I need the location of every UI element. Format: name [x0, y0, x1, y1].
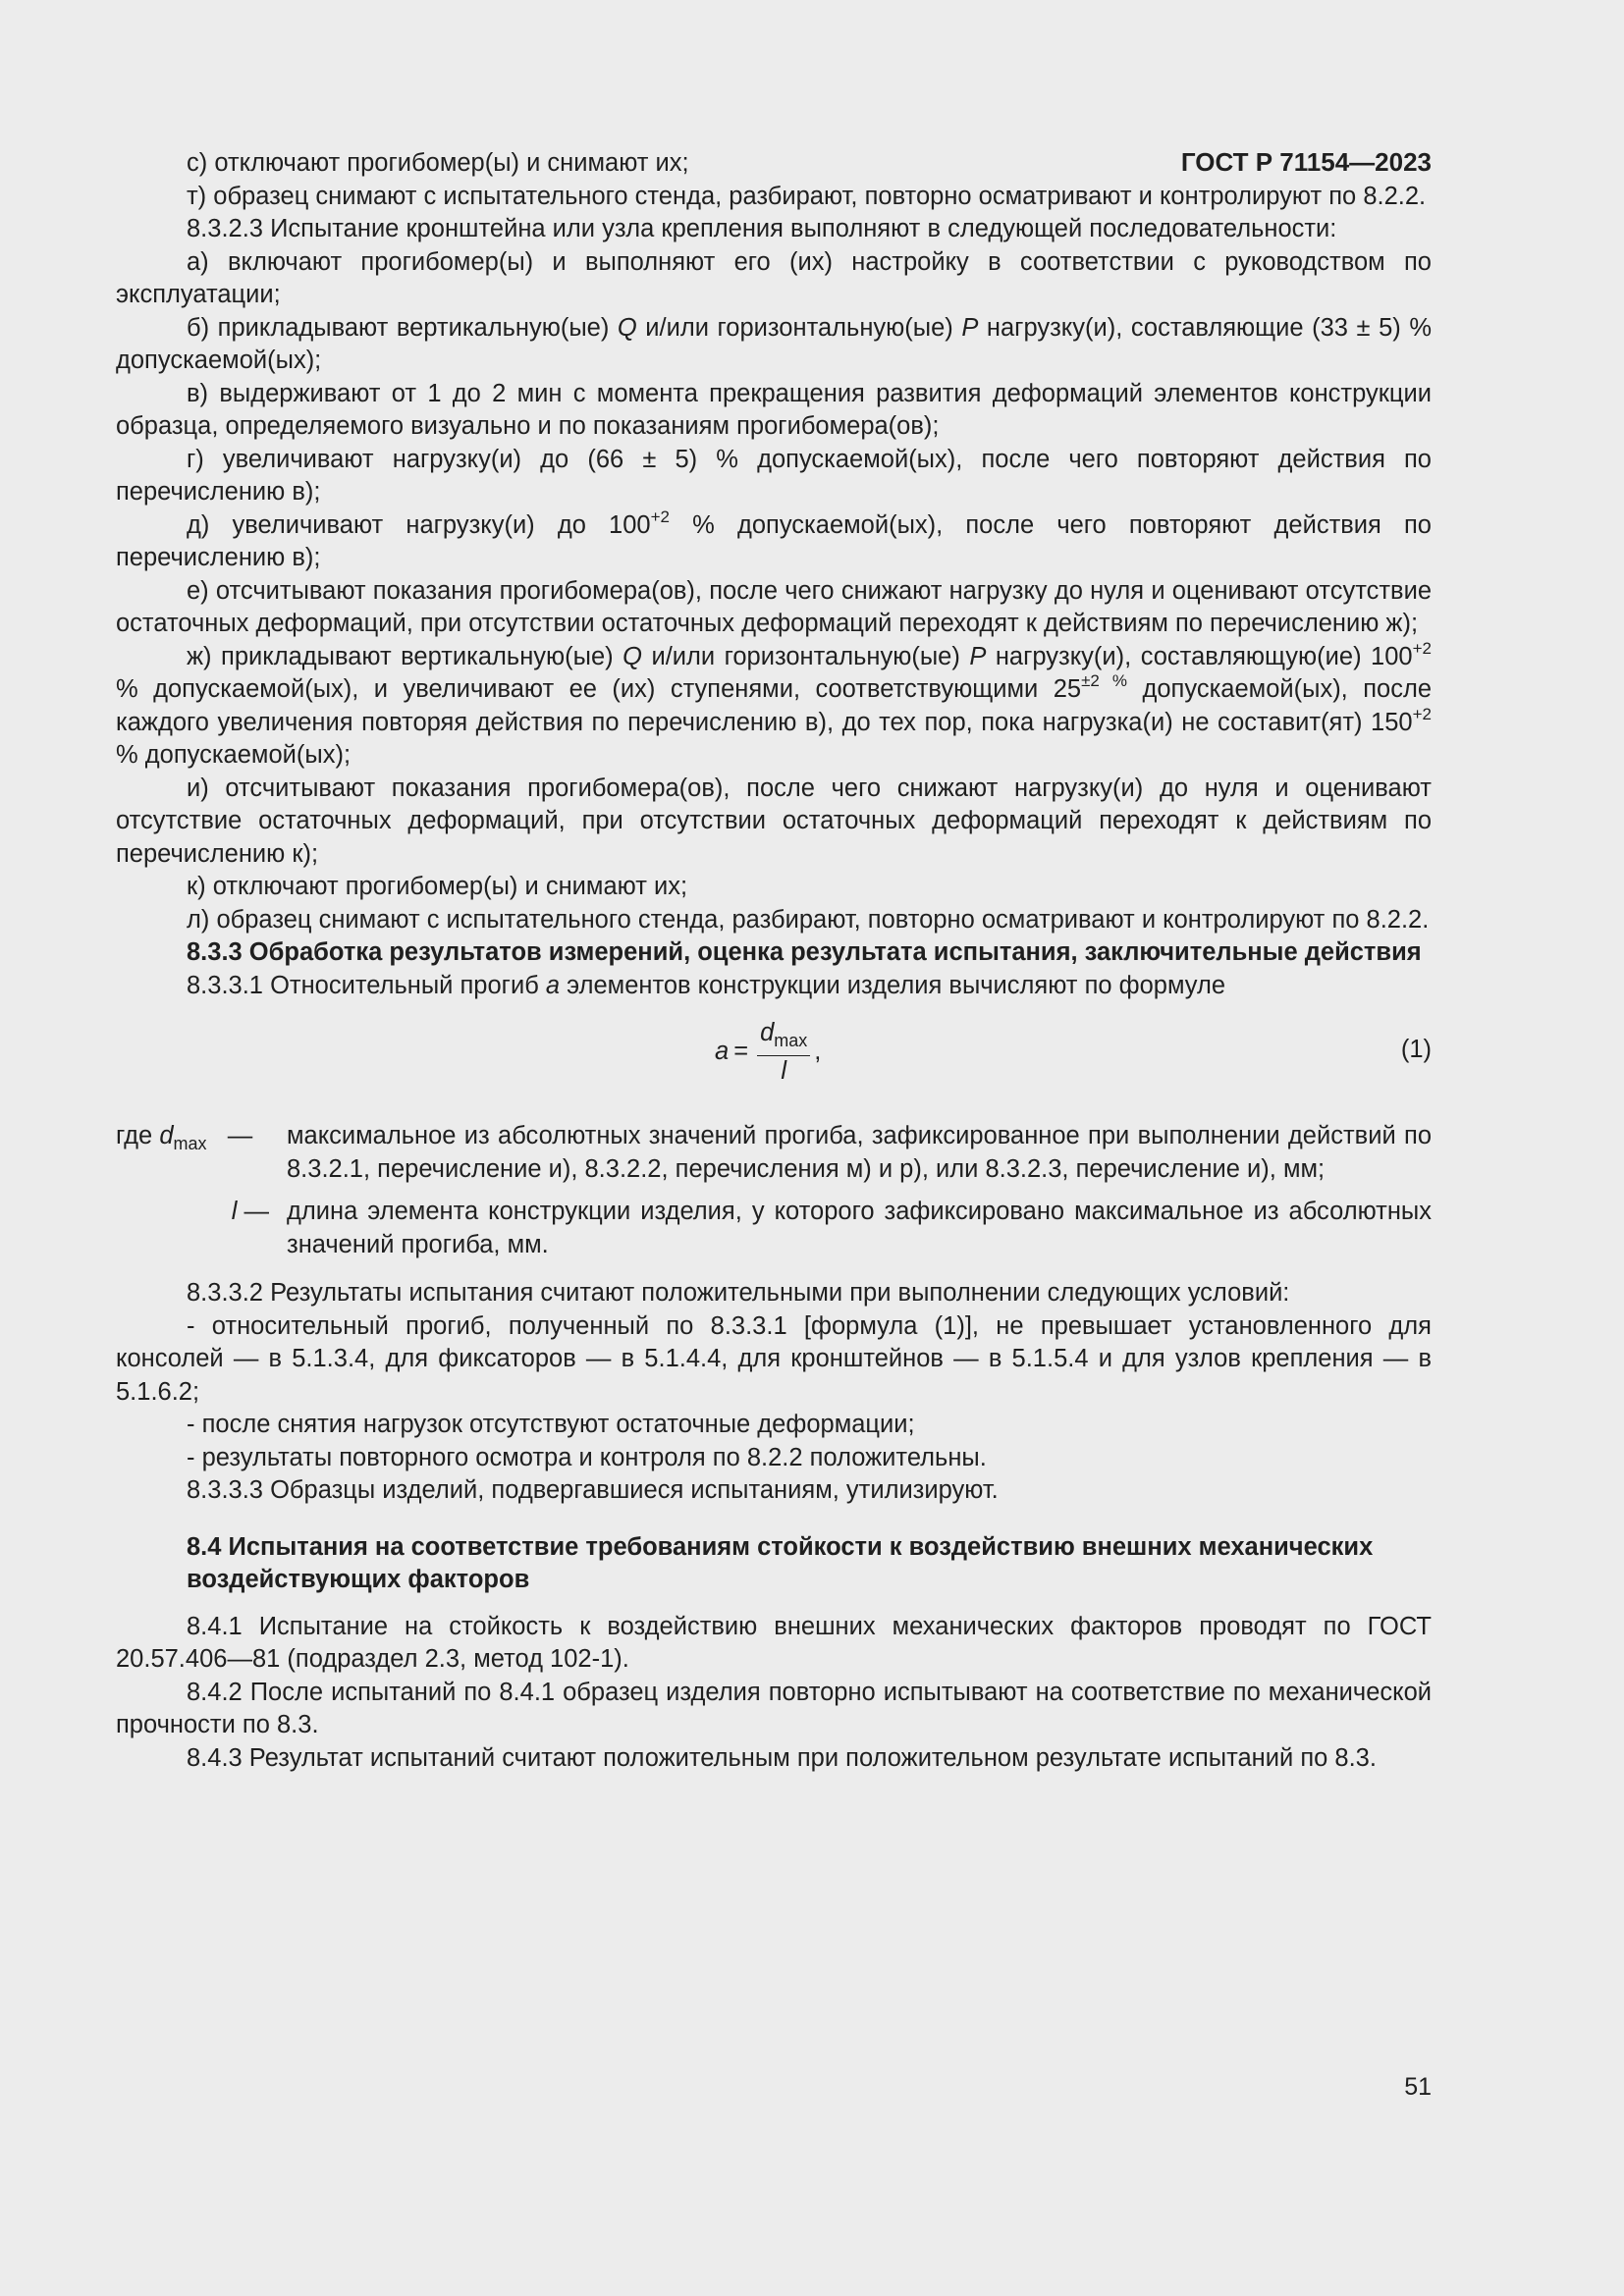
- paragraph: - результаты повторного осмотра и контроля по 8.2.2 положительны.: [187, 1443, 987, 1471]
- paragraph: - после снятия нагрузок отсутствуют остаточные деформации;: [187, 1411, 915, 1438]
- paragraph: 8.4.1 Испытание на стойкость к воздействию внешних механических факторов проводят по ГОСТ 20.57.406—81 (подраздел 2.3, метод 102-1).: [116, 1612, 1432, 1673]
- formula-numerator: $d_{max}$: [757, 1018, 810, 1056]
- section-heading: 8.4 Испытания на соответствие требованиям стойкости к воздействию внешних механических воздействующих факторов: [187, 1532, 1374, 1593]
- paragraph: г) увеличивают нагрузку(и) до (66 ± 5) % допускаемой(ых), после чего повторяют действия по перечислению в);: [116, 445, 1432, 506]
- paragraph: 8.3.3.1 Относительный прогиб a элементов конструкции изделия вычисляют по формуле: [187, 971, 1226, 999]
- page-body: [116, 147, 1432, 1775]
- formula-fraction: [757, 1018, 810, 1086]
- paragraph: л) образец снимают с испытательного стенда, разбирают, повторно осматривают и контролируют по 8.2.2.: [187, 905, 1430, 934]
- paragraph: 8.3.3.3 Образцы изделий, подвергавшиеся испытаниям, утилизируют.: [187, 1476, 999, 1504]
- paragraph: с) отключают прогибомер(ы) и снимают их;: [187, 149, 689, 177]
- paragraph: 8.3.3.2 Результаты испытания считают положительными при выполнении следующих условий:: [187, 1279, 1290, 1307]
- paragraph: т) образец снимают с испытательного стенда, разбирают, повторно осматривают и контролируют по 8.2.2.: [187, 182, 1427, 210]
- paragraph: а) включают прогибомер(ы) и выполняют его (их) настройку в соответствии с руководством по эксплуатации;: [116, 247, 1432, 308]
- definition-label: l —: [231, 1198, 269, 1225]
- formula: [715, 1018, 821, 1086]
- document-header: ГОСТ Р 71154—2023: [1180, 147, 1432, 177]
- paragraph: 8.3.2.3 Испытание кронштейна или узла крепления выполняют в следующей последовательности:: [187, 215, 1337, 242]
- definition-label: где $d_{max}$ —: [116, 1122, 253, 1154]
- paragraph: е) отсчитывают показания прогибомера(ов), после чего снижают нагрузку до нуля и оценивают отсутствие остаточных деформаций, при отсутствии остаточных деформаций переходят к действиям по перечислению ж);: [116, 576, 1432, 637]
- section-heading: 8.3.3 Обработка результатов измерений, оценка результата испытания, заключительные действия: [187, 938, 1422, 966]
- formula-lhs: a: [715, 1037, 730, 1065]
- paragraph: б) прикладывают вертикальную(ые) Q и/или горизонтальную(ые) P нагрузку(и), составляющие (33 ± 5) % допускаемой(ых);: [116, 313, 1433, 374]
- formula-comma: ,: [814, 1037, 822, 1065]
- definition-text: максимальное из абсолютных значений прогиба, зафиксированное при выполнении действий по 8.3.2.1, перечисление и), 8.3.2.2, перечисления м) и р), или 8.3.2.3, перечисление и), мм;: [287, 1122, 1432, 1183]
- formula-number: (1): [1400, 1036, 1432, 1063]
- definition-text: длина элемента конструкции изделия, у которого зафиксировано максимальное из абсолютных значений прогиба, мм.: [287, 1198, 1432, 1258]
- paragraph: к) отключают прогибомер(ы) и снимают их;: [187, 873, 688, 900]
- paragraph: в) выдерживают от 1 до 2 мин с момента прекращения развития деформаций элементов конструкции образца, определяемого визуально и по показаниям прогибомера(ов);: [116, 379, 1432, 440]
- formula-denominator: l: [781, 1057, 787, 1086]
- page-number: 51: [1404, 2073, 1432, 2101]
- formula-eq: =: [733, 1037, 749, 1065]
- paragraph: ж) прикладывают вертикальную(ые) Q и/или горизонтальную(ые) P нагрузку(и), составляющую(ие) $100^{+2}$ % допускаемой(ых), и увеличивают ее (их) ступенями, соответствующими $25^{\pm 2 \%}$ допускаемой(ых), после каждого увеличения повторяя действия по перечислению в), до тех пор, пока нагрузка(и) не составит(ят) $150^{+2}$ % допускаемой(ых);: [116, 638, 1433, 769]
- paragraph: 8.4.3 Результат испытаний считают положительным при положительном результате испытаний по 8.3.: [187, 1743, 1377, 1772]
- formula-block: [116, 1014, 1432, 1098]
- paragraph: - относительный прогиб, полученный по 8.3.3.1 [формула (1)], не превышает установленного для консолей — в 5.1.3.4, для фиксаторов — в 5.1.4.4, для кронштейнов — в 5.1.5.4 и для узлов крепления — в 5.1.6.2;: [116, 1311, 1432, 1406]
- paragraph: д) увеличивают нагрузку(и) до $100^{+2}$ % допускаемой(ых), после чего повторяют действия по перечислению в);: [116, 507, 1432, 571]
- paragraph: и) отсчитывают показания прогибомера(ов), после чего снижают нагрузку(и) до нуля и оценивают отсутствие остаточных деформаций, при отсутствии остаточных деформаций переходят к действиям по перечислению к);: [116, 774, 1432, 868]
- paragraph: 8.4.2 После испытаний по 8.4.1 образец изделия повторно испытывают на соответствие по механической прочности по 8.3.: [116, 1678, 1432, 1738]
- definitions: [116, 1120, 1432, 1261]
